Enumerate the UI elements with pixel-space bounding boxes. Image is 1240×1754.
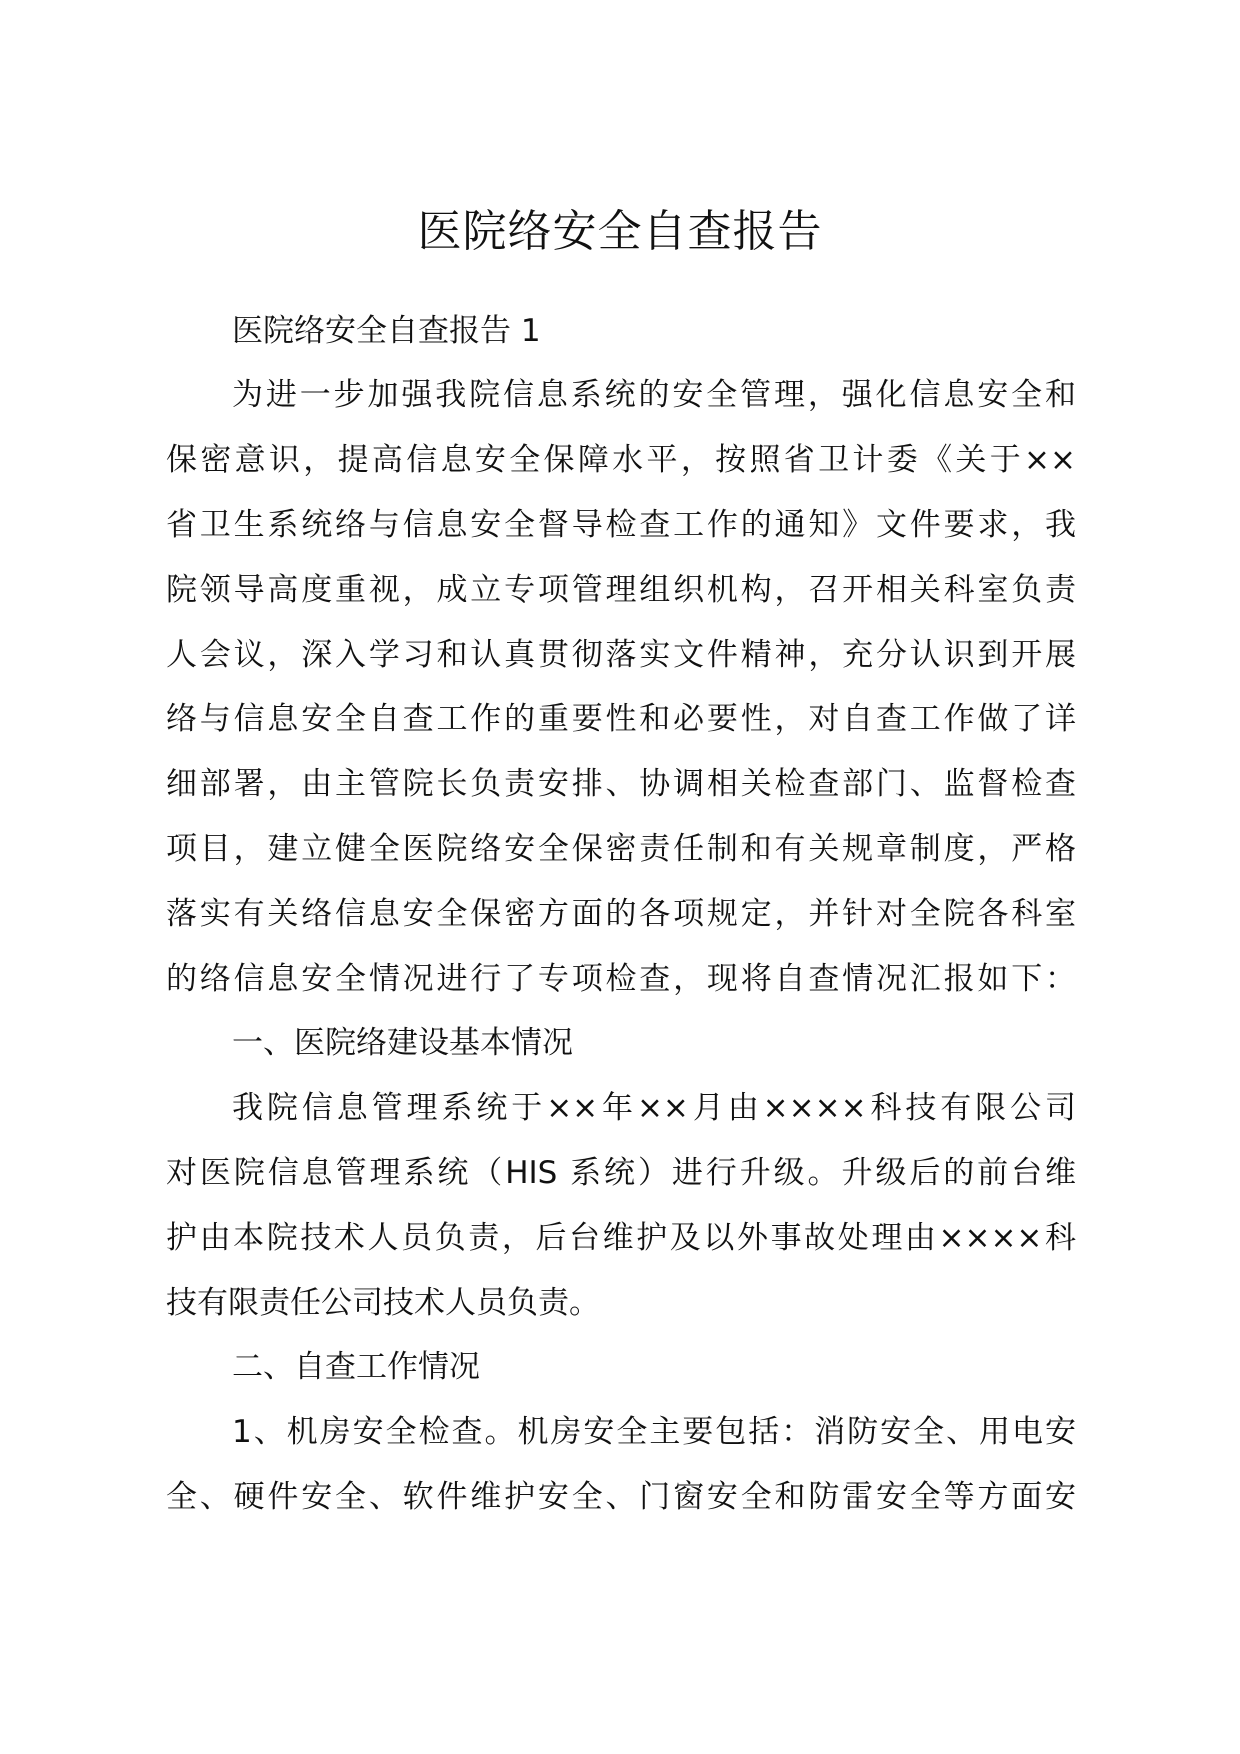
paragraph-line: 院领导高度重视，成立专项管理组织机构，召开相关科室负责 [166, 572, 1076, 608]
section-heading: 一、医院络建设基本情况 [232, 1025, 573, 1061]
paragraph-line: 人会议，深入学习和认真贯彻落实文件精神，充分认识到开展 [166, 637, 1076, 673]
paragraph-line: 细部署，由主管院长负责安排、协调相关检查部门、监督检查 [166, 766, 1076, 802]
paragraph-line: 1、机房安全检查。机房安全主要包括：消防安全、用电安 [232, 1414, 1076, 1450]
paragraph-line: 对医院信息管理系统（HIS 系统）进行升级。升级后的前台维 [166, 1155, 1076, 1191]
paragraph-line: 络与信息安全自查工作的重要性和必要性，对自查工作做了详 [166, 701, 1076, 737]
document-title: 医院络安全自查报告 [417, 206, 823, 257]
paragraph-line: 为进一步加强我院信息系统的安全管理，强化信息安全和 [232, 377, 1076, 413]
paragraph-line: 保密意识，提高信息安全保障水平，按照省卫计委《关于×× [166, 442, 1076, 478]
paragraph-line: 项目，建立健全医院络安全保密责任制和有关规章制度，严格 [166, 831, 1076, 867]
section-heading: 二、自查工作情况 [232, 1349, 480, 1385]
document-subtitle: 医院络安全自查报告 1 [232, 313, 541, 349]
paragraph-line: 护由本院技术人员负责，后台维护及以外事故处理由××××科 [166, 1220, 1076, 1256]
paragraph-line: 全、硬件安全、软件维护安全、门窗安全和防雷安全等方面安 [166, 1479, 1076, 1515]
paragraph-line: 的络信息安全情况进行了专项检查，现将自查情况汇报如下： [166, 961, 1076, 997]
paragraph-line: 我院信息管理系统于××年××月由××××科技有限公司 [232, 1090, 1076, 1126]
paragraph-line: 省卫生系统络与信息安全督导检查工作的通知》文件要求，我 [166, 507, 1076, 543]
paragraph-line: 落实有关络信息安全保密方面的各项规定，并针对全院各科室 [166, 896, 1076, 932]
paragraph-line: 技有限责任公司技术人员负责。 [166, 1285, 600, 1321]
